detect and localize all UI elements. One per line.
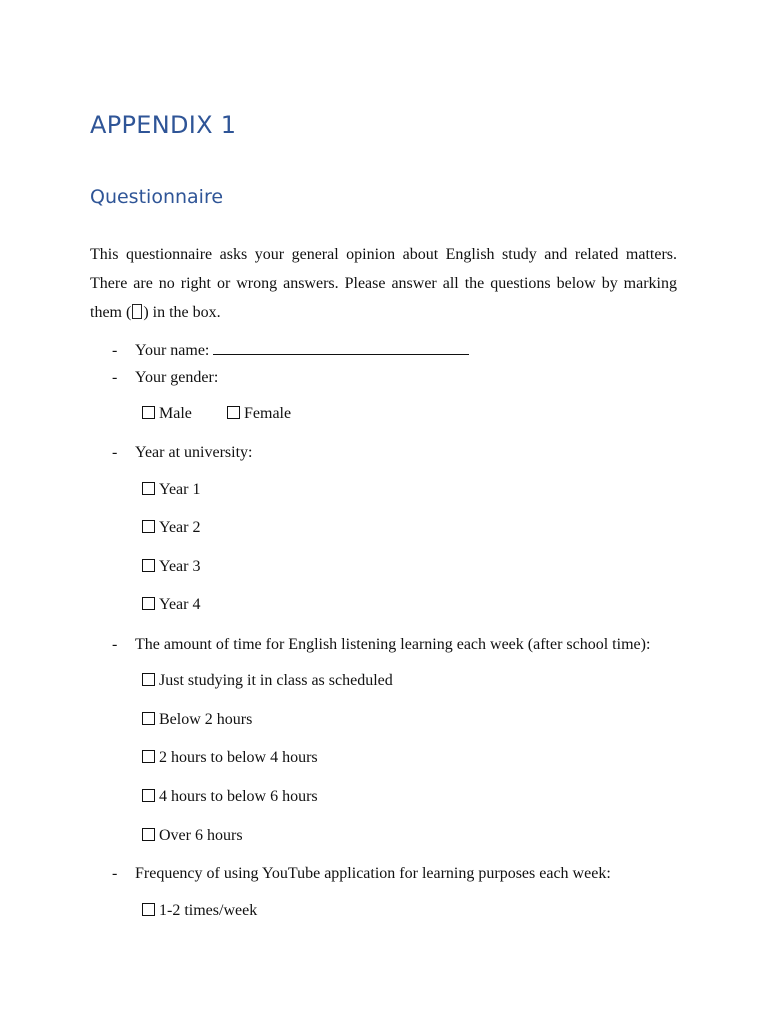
year-option-3[interactable] [142, 558, 200, 576]
option-label: Below 2 hours [159, 711, 253, 728]
listening-option-4[interactable] [142, 788, 318, 806]
youtube-option-1[interactable] [142, 902, 257, 920]
question-youtube-frequency [112, 865, 611, 883]
year-option-2[interactable] [142, 519, 200, 537]
intro-text-after: ) in the box. [143, 304, 221, 321]
option-label: Female [244, 405, 292, 422]
option-label: Male [159, 405, 192, 422]
option-label: Year 3 [159, 558, 201, 575]
appendix-heading: APPENDIX 1 [90, 111, 237, 139]
bullet-dash: - [112, 369, 118, 386]
question-gender [112, 369, 218, 387]
gender-option-male[interactable] [142, 405, 192, 423]
listening-option-5[interactable] [142, 827, 243, 845]
checkbox-icon[interactable] [142, 597, 155, 610]
option-label: Year 1 [159, 481, 201, 498]
question-name-label: Your name: [135, 342, 210, 359]
checkbox-icon[interactable] [227, 406, 240, 419]
checkbox-icon[interactable] [142, 559, 155, 572]
option-label: Over 6 hours [159, 827, 243, 844]
intro-text-before: This questionnaire asks your general opinion about English study and related matters. There are no right or wrong answers. Please answer all the questions below by marking them ( [90, 246, 677, 321]
listening-option-1[interactable] [142, 672, 393, 690]
question-gender-label: Your gender: [135, 369, 219, 386]
name-input-line[interactable] [213, 340, 469, 355]
option-label: 1-2 times/week [159, 902, 258, 919]
gender-option-female[interactable] [227, 405, 291, 423]
checkbox-icon[interactable] [142, 482, 155, 495]
bullet-dash: - [112, 865, 118, 882]
option-label: Just studying it in class as scheduled [159, 672, 393, 689]
listening-option-3[interactable] [142, 749, 318, 767]
question-year-label: Year at university: [135, 444, 253, 461]
listening-option-2[interactable] [142, 711, 252, 729]
option-label: Year 2 [159, 519, 201, 536]
option-label: 4 hours to below 6 hours [159, 788, 318, 805]
bullet-dash: - [112, 444, 118, 461]
checkbox-icon[interactable] [142, 789, 155, 802]
questionnaire-heading: Questionnaire [90, 186, 224, 208]
bullet-dash: - [112, 342, 118, 359]
option-label: Year 4 [159, 596, 201, 613]
checkbox-icon[interactable] [142, 750, 155, 763]
question-year [112, 444, 252, 462]
bullet-dash: - [112, 636, 118, 653]
checkbox-icon[interactable] [142, 828, 155, 841]
year-option-1[interactable] [142, 481, 200, 499]
intro-paragraph [90, 240, 677, 327]
question-name [112, 340, 469, 360]
checkbox-icon[interactable] [142, 903, 155, 916]
year-option-4[interactable] [142, 596, 200, 614]
checkbox-icon[interactable] [142, 406, 155, 419]
option-label: 2 hours to below 4 hours [159, 749, 318, 766]
checkbox-icon[interactable] [142, 673, 155, 686]
check-mark-icon [132, 304, 142, 319]
checkbox-icon[interactable] [142, 712, 155, 725]
question-listening-time [112, 636, 650, 654]
checkbox-icon[interactable] [142, 520, 155, 533]
question-listening-time-label: The amount of time for English listening learning each week (after school time): [135, 636, 651, 653]
question-youtube-frequency-label: Frequency of using YouTube application for learning purposes each week: [135, 865, 611, 882]
